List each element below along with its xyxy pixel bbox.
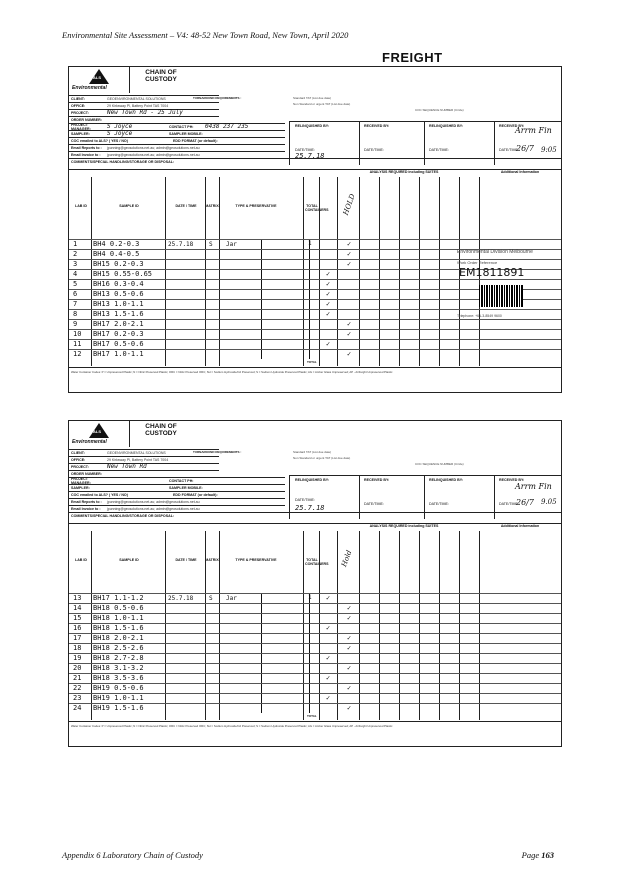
received-date: 26/7: [516, 498, 534, 507]
email-invoice-label: Email Invoice to :: [71, 152, 101, 157]
total-containers-cell: 1: [308, 240, 312, 247]
lab-id-cell: 21: [73, 674, 82, 683]
comments-label: COMMENTS/SPECIAL HANDLING/STORAGE OR DISPOSAL:: [71, 513, 175, 518]
check-icon: ✓: [347, 614, 352, 623]
relinquished-label-2: RELINQUISHED BY:: [429, 124, 464, 128]
pm-label: PROJECT MANAGER:: [71, 476, 91, 485]
sample-id-cell: BH17 1.0-1.1: [93, 350, 144, 359]
check-icon: ✓: [347, 644, 352, 653]
project-label: PROJECT:: [71, 110, 89, 115]
sample-id-cell: BH18 2.7-2.8: [93, 654, 144, 663]
sampler-label: SAMPLER:: [71, 131, 90, 136]
coc-sequence: COC SEQUENCE NUMBER (Circle): [415, 462, 464, 466]
type-pres-header: TYPE & PRESERVATIVE: [235, 558, 277, 562]
form-title: CHAIN OF CUSTODY: [145, 69, 177, 84]
check-icon: ✓: [347, 634, 352, 643]
check-icon: ✓: [347, 350, 352, 359]
sample-id-cell: BH4 0.2-0.3: [93, 240, 140, 249]
relinquished-label: RELINQUISHED BY:: [295, 124, 330, 128]
lab-id-cell: 15: [73, 614, 82, 623]
lab-id-cell: 22: [73, 684, 82, 693]
email-invoice-label: Email Invoice to :: [71, 506, 101, 511]
relinq-datetime-label: DATE/TIME:: [295, 498, 315, 502]
order-label: ORDER NUMBER:: [71, 117, 102, 122]
email-invoice-value: jpunning@geosolutions.net.au; admin@geosolutions.net.au: [107, 506, 200, 511]
table-row: [69, 703, 561, 714]
check-icon: ✓: [326, 290, 331, 299]
coc-emailed-label: COC emailed to ALS? ( YES / NO): [71, 492, 128, 497]
page-header: Environmental Site Assessment – V4: 48-52 New Town Road, New Town, April 2020: [62, 30, 349, 40]
brand-mark: ALS: [93, 429, 101, 434]
client-label: CLIENT:: [71, 450, 85, 455]
page-number: 163: [541, 850, 554, 860]
hold-column-label: HOLD: [341, 192, 357, 217]
email-reports-label: Email Reports to :: [71, 499, 102, 504]
sample-id-cell: BH13 1.5-1.6: [93, 310, 144, 319]
edd-label: EDD FORMAT (or default):: [173, 492, 218, 497]
lab-id-cell: 11: [73, 340, 82, 349]
received-time: 9:05: [541, 146, 557, 154]
relinq-date: 25.7.18: [295, 504, 325, 512]
sample-id-cell: BH18 0.5-0.6: [93, 604, 144, 613]
check-icon: ✓: [347, 704, 352, 713]
matrix-header: MATRIX: [205, 558, 219, 562]
lab-id-cell: 14: [73, 604, 82, 613]
check-icon: ✓: [326, 594, 331, 603]
check-icon: ✓: [326, 310, 331, 319]
check-icon: ✓: [347, 330, 352, 339]
tat-standard: Standard TAT (List due date): [293, 450, 332, 454]
lab-telephone: Telephone: +61-3-8549 9600: [457, 314, 502, 318]
check-icon: ✓: [326, 694, 331, 703]
client-label: CLIENT:: [71, 96, 85, 101]
datetime-header: DATE / TIME: [175, 204, 197, 208]
email-reports-label: Email Reports to :: [71, 145, 102, 150]
page-footer-right: [522, 850, 554, 860]
sample-id-cell: BH18 2.0-2.1: [93, 634, 144, 643]
check-icon: ✓: [326, 654, 331, 663]
check-icon: ✓: [347, 604, 352, 613]
sample-id-cell: BH15 0.2-0.3: [93, 260, 144, 269]
coc-form-2: [68, 420, 562, 747]
recv-datetime-label-2: DATE/TIME:: [499, 502, 519, 506]
relinquished-label: RELINQUISHED BY:: [295, 478, 330, 482]
datetime-cell: 25.7.18: [168, 594, 194, 602]
container-codes: Water Container Codes: P = Unpreserved Plastic; N = Nitric Preserved Plastic; ORC = Nitric Preserved ORC; SH = Sodium Hydroxide/Cd Preserved; S = Sodium Hydroxide Preserved Plastic; AG = Amber Glass Unpreserved; AP - Airfreight Unpreserved Plastic: [71, 724, 393, 728]
sample-id-cell: BH16 0.3-0.4: [93, 280, 144, 289]
total-label: TOTAL: [307, 360, 317, 364]
sampler-value: S Joyce: [107, 130, 133, 138]
sample-id-cell: BH19 0.5-0.6: [93, 684, 144, 693]
type-pres-cell: [226, 350, 256, 360]
sample-id-cell: BH18 1.5-1.6: [93, 624, 144, 633]
check-icon: ✓: [347, 260, 352, 269]
received-date: 26/7: [516, 144, 534, 153]
client-value: GEOENVIRONMENTAL SOLUTIONS: [107, 96, 166, 101]
lab-id-cell: 16: [73, 624, 82, 633]
office-label: OFFICE:: [71, 103, 86, 108]
lab-id-cell: 10: [73, 330, 82, 339]
office-label: OFFICE:: [71, 457, 86, 462]
work-order-barcode: [479, 285, 523, 307]
comments-row: [69, 512, 561, 520]
received-signature: Arrm Fin: [515, 482, 552, 491]
analysis-required: ANALYSIS REQUIRED including SUITES: [369, 170, 439, 174]
tat-label: TURNAROUND REQUIREMENTS :: [193, 96, 242, 100]
type-pres-cell: [226, 704, 256, 714]
lab-id-header: LAB ID: [75, 204, 87, 208]
recv-datetime-label-1: DATE/TIME:: [364, 502, 384, 506]
project-label: PROJECT:: [71, 464, 89, 469]
relinq-datetime-label-2: DATE/TIME:: [429, 148, 449, 152]
total-label: TOTAL: [307, 714, 317, 718]
relinq-datetime-label: DATE/TIME:: [295, 148, 315, 152]
office-value: 29 Kirksway Pl, Battery Point TAS 7004: [107, 457, 169, 462]
work-order-number: EM1811891: [459, 266, 525, 279]
sample-id-cell: BH15 0.55-0.65: [93, 270, 153, 279]
coc-form-1: [68, 66, 562, 393]
received-label-2: RECEIVED BY:: [499, 478, 525, 482]
sample-id-cell: BH19 1.0-1.1: [93, 694, 144, 703]
sample-id-header: SAMPLE ID: [119, 204, 139, 208]
sample-id-cell: BH17 1.1-1.2: [93, 594, 144, 603]
lab-id-cell: 13: [73, 594, 82, 603]
sample-id-cell: BH4 0.4-0.5: [93, 250, 140, 259]
check-icon: ✓: [326, 300, 331, 309]
lab-id-cell: 9: [73, 320, 78, 329]
lab-id-cell: 8: [73, 310, 78, 319]
pm-value: S Joyce: [107, 123, 133, 131]
project-value: New Town Rd - 25 July: [107, 109, 183, 117]
hold-column-label: Hold: [340, 549, 354, 568]
table-row: [69, 349, 561, 360]
matrix-header: MATRIX: [205, 204, 219, 208]
tat-nonstandard: Non Standard or urgent TAT (List due date): [293, 102, 351, 106]
client-value: GEOENVIRONMENTAL SOLUTIONS: [107, 450, 166, 455]
tat-block: [193, 69, 555, 112]
check-icon: ✓: [347, 250, 352, 259]
sample-id-cell: BH17 0.2-0.3: [93, 330, 144, 339]
matrix-cell: S: [209, 594, 213, 602]
relinq-datetime-label-2: DATE/TIME:: [429, 502, 449, 506]
recv-datetime-label-2: DATE/TIME:: [499, 148, 519, 152]
contact-ph-value: 0438 237 235: [205, 123, 249, 131]
freight-stamp: FREIGHT: [382, 50, 443, 65]
email-reports-value: jpunning@geosolutions.net.au; admin@geosolutions.net.au: [107, 499, 200, 504]
lab-id-header: LAB ID: [75, 558, 87, 562]
brand-sub: Environmental: [72, 439, 107, 445]
tat-nonstandard: Non Standard or urgent TAT (List due date): [293, 456, 351, 460]
lab-id-cell: 12: [73, 350, 82, 359]
lab-id-cell: 17: [73, 634, 82, 643]
total-containers-header: TOTAL CONTAINERS: [305, 204, 329, 212]
lab-id-cell: 6: [73, 290, 78, 299]
type-pres-header: TYPE & PRESERVATIVE: [235, 204, 277, 208]
sample-id-cell: BH13 0.5-0.6: [93, 290, 144, 299]
datetime-header: DATE / TIME: [175, 558, 197, 562]
matrix-cell: S: [209, 240, 213, 248]
brand-sub: Environmental: [72, 85, 107, 91]
check-icon: ✓: [347, 320, 352, 329]
coc-emailed-label: COC emailed to ALS? ( YES / NO): [71, 138, 128, 143]
check-icon: ✓: [326, 270, 331, 279]
order-label: ORDER NUMBER:: [71, 471, 102, 476]
email-reports-value: jpunning@geosolutions.net.au; admin@geosolutions.net.au: [107, 145, 200, 150]
contact-ph-label: CONTACT PH:: [169, 124, 194, 129]
relinq-date: 25.7.18: [295, 152, 325, 160]
sample-id-cell: BH19 1.5-1.6: [93, 704, 144, 713]
email-invoice-value: jpunning@geosolutions.net.au; admin@geosolutions.net.au: [107, 152, 200, 157]
brand-mark: ALS: [93, 75, 101, 80]
datetime-cell: 25.7.18: [168, 240, 194, 248]
container-codes: Water Container Codes: P = Unpreserved Plastic; N = Nitric Preserved Plastic; ORC = Nitric Preserved ORC; SH = Sodium Hydroxide/Cd Preserved; S = Sodium Hydroxide Preserved Plastic; AG = Amber Glass Unpreserved; AP - Airfreight Unpreserved Plastic: [71, 370, 393, 374]
page-label: Page: [521, 850, 540, 860]
sample-id-cell: BH18 1.0-1.1: [93, 614, 144, 623]
sample-id-cell: BH18 3.5-3.6: [93, 674, 144, 683]
check-icon: ✓: [326, 280, 331, 289]
comments-label: COMMENTS/SPECIAL HANDLING/STORAGE OR DISPOSAL:: [71, 159, 175, 164]
sample-id-cell: BH13 1.0-1.1: [93, 300, 144, 309]
check-icon: ✓: [347, 240, 352, 249]
work-order-label: Work Order Reference: [457, 260, 498, 265]
lab-id-cell: 24: [73, 704, 82, 713]
additional-info: Additional Information: [500, 524, 540, 528]
datetime-cell: [168, 350, 204, 360]
sampler-mobile-label: SAMPLER MOBILE:: [169, 485, 203, 490]
lab-id-cell: 5: [73, 280, 78, 289]
lab-id-cell: 2: [73, 250, 78, 259]
check-icon: ✓: [347, 664, 352, 673]
sample-id-cell: BH18 2.5-2.6: [93, 644, 144, 653]
additional-info: Additional Information: [500, 170, 540, 174]
type-pres-cell: Jar: [226, 240, 237, 248]
total-containers-header: TOTAL CONTAINERS: [305, 558, 329, 566]
recv-datetime-label-1: DATE/TIME:: [364, 148, 384, 152]
als-logo: [69, 67, 130, 93]
sampler-mobile-label: SAMPLER MOBILE:: [169, 131, 203, 136]
received-label-2: RECEIVED BY:: [499, 124, 525, 128]
page-footer-left: Appendix 6 Laboratory Chain of Custody: [62, 850, 203, 860]
lab-stamp: Environmental Division Melbourne: [457, 249, 533, 255]
sample-id-header: SAMPLE ID: [119, 558, 139, 562]
pm-label: PROJECT MANAGER:: [71, 122, 91, 131]
lab-id-cell: 23: [73, 694, 82, 703]
check-icon: ✓: [326, 340, 331, 349]
type-pres-cell: Jar: [226, 594, 237, 602]
analysis-required: ANALYSIS REQUIRED including SUITES: [369, 524, 439, 528]
received-signature: Arrm Fin: [515, 126, 552, 135]
total-containers-cell: 1: [308, 594, 312, 601]
datetime-cell: [168, 704, 204, 714]
lab-id-cell: 4: [73, 270, 78, 279]
sample-id-cell: BH17 2.0-2.1: [93, 320, 144, 329]
check-icon: ✓: [347, 684, 352, 693]
lab-id-cell: 7: [73, 300, 78, 309]
coc-sequence: COC SEQUENCE NUMBER (Circle): [415, 108, 464, 112]
lab-id-cell: 18: [73, 644, 82, 653]
lab-id-cell: 19: [73, 654, 82, 663]
received-label-1: RECEIVED BY:: [364, 478, 390, 482]
check-icon: ✓: [326, 624, 331, 633]
received-label-1: RECEIVED BY:: [364, 124, 390, 128]
received-time: 9.05: [541, 498, 557, 506]
tat-block: [193, 423, 555, 466]
sample-id-cell: BH17 0.5-0.6: [93, 340, 144, 349]
lab-id-cell: 1: [73, 240, 78, 249]
sampler-label: SAMPLER:: [71, 485, 90, 490]
lab-id-cell: 3: [73, 260, 78, 269]
relinquished-label-2: RELINQUISHED BY:: [429, 478, 464, 482]
project-value: New Town Rd: [107, 463, 147, 471]
tat-standard: Standard TAT (List due date): [293, 96, 332, 100]
matrix-cell: [209, 350, 219, 360]
lab-id-cell: 20: [73, 664, 82, 673]
tat-label: TURNAROUND REQUIREMENTS :: [193, 450, 242, 454]
office-value: 29 Kirksway Pl, Battery Point TAS 7004: [107, 103, 169, 108]
als-logo: [69, 421, 130, 447]
sample-id-cell: BH18 3.1-3.2: [93, 664, 144, 673]
matrix-cell: [209, 704, 219, 714]
form-title: CHAIN OF CUSTODY: [145, 423, 177, 438]
contact-ph-label: CONTACT PH:: [169, 478, 194, 483]
edd-label: EDD FORMAT (or default):: [173, 138, 218, 143]
check-icon: ✓: [326, 674, 331, 683]
